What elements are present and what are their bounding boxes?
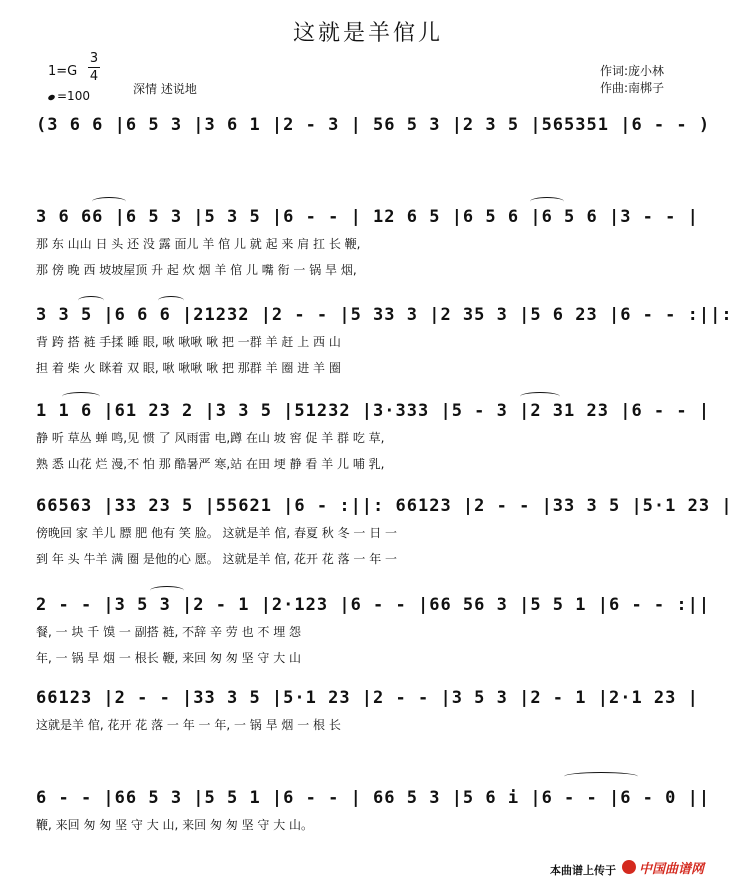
lyric-verse-1: 背 跨 搭 裢 手揉 睡 眼, 啾 啾啾 啾 把 一群 羊 赶 上 西 山 (36, 335, 341, 349)
staff-notes: 1 1 6 |61 23 2 |3 3 5 |51232 |3·333 |5 - 3 |2 31 23 |6 - - | (36, 401, 711, 421)
lyric-verse-2: 那 傍 晚 西 坡坡屋顶 升 起 炊 烟 羊 倌 儿 嘴 衔 一 锅 旱 烟, (36, 263, 357, 277)
upload-note: 本曲谱上传于 (550, 864, 616, 877)
page-title: 这就是羊倌儿 (292, 21, 443, 46)
time-signature-top: 3 (89, 51, 99, 66)
logo-icon (622, 860, 636, 874)
time-signature (86, 50, 102, 85)
lyricist-credit: 作词:庞小林 (600, 64, 665, 78)
lyric-verse-2: 到 年 头 牛羊 满 圈 是他的心 愿。 这就是羊 倌, 花开 花 落 一 年 一 (36, 552, 398, 566)
expression-marking: 深情 述说地 (133, 82, 197, 96)
lyric-verse-1: 傍晚回 家 羊儿 膘 肥 他有 笑 脸。 这就是羊 倌, 春夏 秋 冬 一 日 一 (36, 526, 398, 540)
slur-mark (530, 197, 564, 206)
slur-mark (92, 197, 126, 206)
lyric-verse-2: 熟 悉 山花 烂 漫,不 怕 那 酷暑严 寒,站 在田 埂 静 看 羊 儿 哺 乳, (36, 457, 385, 471)
logo-text: 中国曲谱网 (639, 861, 705, 877)
site-logo (622, 857, 718, 877)
staff-notes: 66123 |2 - - |33 3 5 |5·1 23 |2 - - |3 5 3 |2 - 1 |2·1 23 | (36, 688, 699, 708)
lyric-verse-1: 那 东 山山 日 头 还 没 露 面儿 羊 倌 儿 就 起 来 肩 扛 长 鞭, (36, 237, 361, 251)
tempo-marking (48, 89, 90, 103)
slur-mark (62, 392, 100, 401)
lyric-verse-2: 担 着 柴 火 眯着 双 眼, 啾 啾啾 啾 把 那群 羊 圈 进 羊 圈 (36, 361, 341, 375)
slur-mark (150, 586, 184, 595)
lyric-verse-1: 鞭, 来回 匆 匆 坚 守 大 山, 来回 匆 匆 坚 守 大 山。 (36, 818, 314, 832)
staff-notes: 3 3 5 |6 6 6 |21232 |2 - - |5 33 3 |2 35 3 |5 6 23 |6 - - :||: (36, 305, 733, 325)
composer-credit: 作曲:南梆子 (600, 81, 665, 95)
time-signature-bottom: 4 (89, 69, 99, 84)
lyric-verse-1: 餐, 一 块 千 馍 一 副搭 裢, 不辞 辛 劳 也 不 埋 怨 (36, 625, 302, 639)
staff-notes: 2 - - |3 5 3 |2 - 1 |2·123 |6 - - |66 56 3 |5 5 1 |6 - - :|| (36, 595, 711, 615)
lyric-verse-1: 静 听 草丛 蝉 鸣,见 惯 了 风雨雷 电,蹲 在山 坡 窖 促 羊 群 吃 草, (36, 431, 385, 445)
staff-notes: (3 6 6 |6 5 3 |3 6 1 |2 - 3 | 56 5 3 |2 3 5 |565351 |6 - - ) (36, 115, 711, 135)
staff-notes: 6 - - |66 5 3 |5 5 1 |6 - - | 66 5 3 |5 6 i |6 - - |6 - 0 || (36, 788, 711, 808)
lyric-verse-1: 这就是羊 倌, 花开 花 落 一 年 一 年, 一 锅 旱 烟 一 根 长 (36, 718, 341, 732)
key-signature: 1=G (48, 64, 78, 79)
tempo-value: =100 (57, 89, 90, 103)
quarter-note-icon (47, 94, 55, 101)
slur-mark (564, 772, 638, 781)
staff-notes: 3 6 66 |6 5 3 |5 3 5 |6 - - | 12 6 5 |6 5 6 |6 5 6 |3 - - | (36, 207, 699, 227)
lyric-verse-2: 年, 一 锅 旱 烟 一 根长 鞭, 来回 匆 匆 坚 守 大 山 (36, 651, 302, 665)
slur-mark (520, 392, 560, 401)
staff-notes: 66563 |33 23 5 |55621 |6 - :||: 66123 |2 - - |33 3 5 |5·1 23 | (36, 496, 733, 516)
slur-mark (78, 296, 104, 305)
slur-mark (158, 296, 184, 305)
